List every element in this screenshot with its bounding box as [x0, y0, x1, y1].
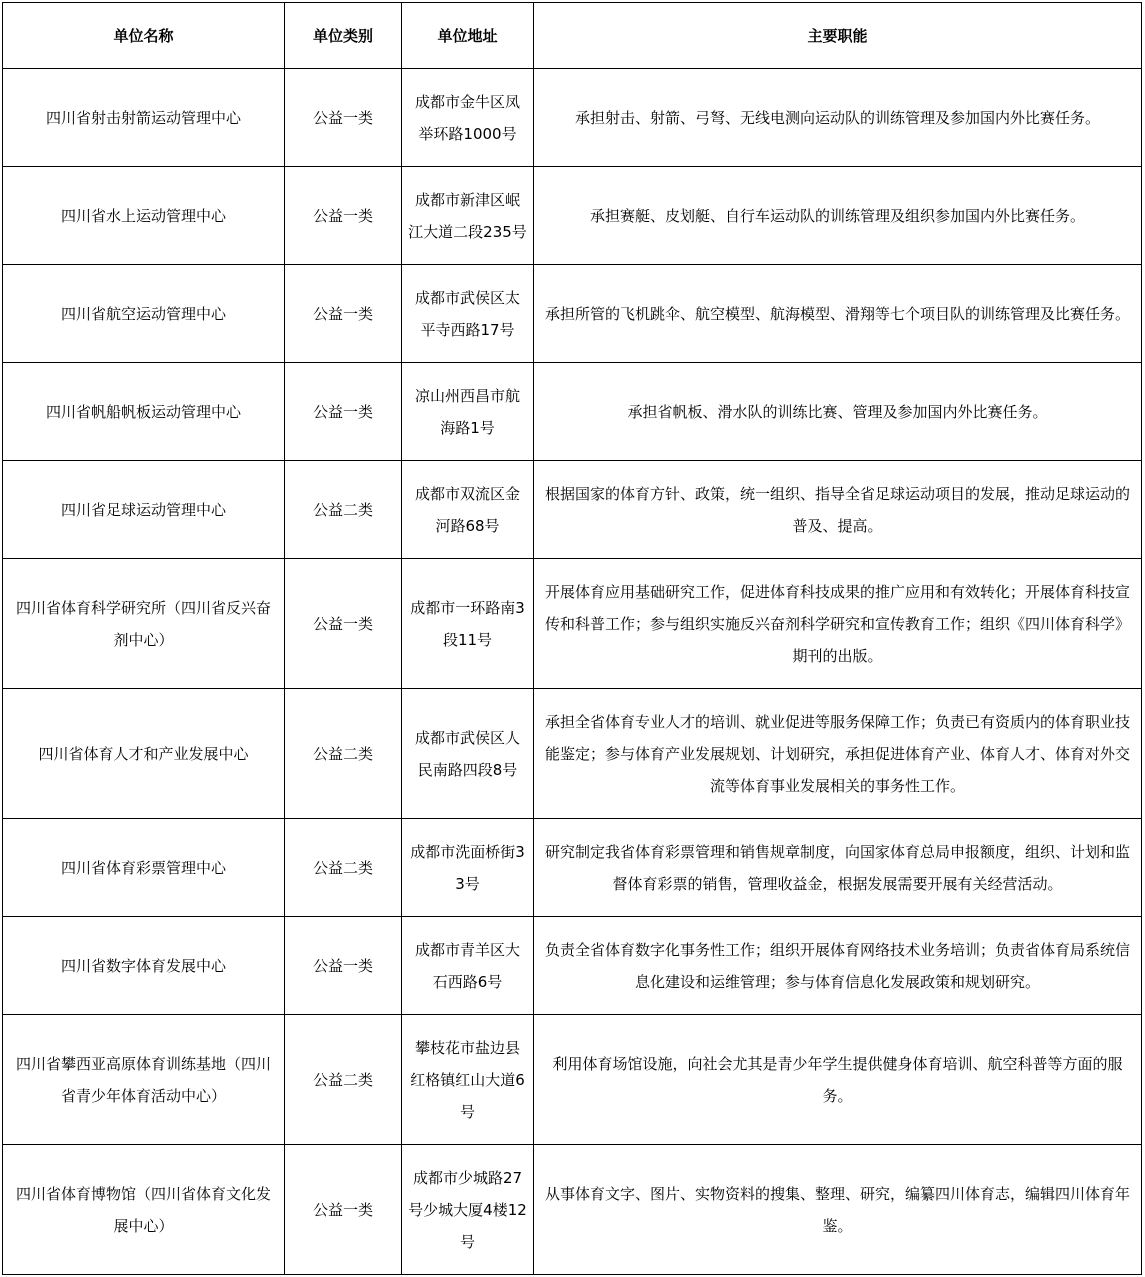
table-row: [3, 689, 1142, 819]
unit-function-cell: 研究制定我省体育彩票管理和销售规章制度，向国家体育总局申报额度，组织、计划和监督体育彩票的销售，管理收益金，根据发展需要开展有关经营活动。: [534, 819, 1142, 917]
unit-name-cell: 四川省体育彩票管理中心: [3, 819, 285, 917]
unit-address-cell: 成都市金牛区凤举环路1000号: [402, 69, 534, 167]
unit-address-cell: 成都市武侯区太平寺西路17号: [402, 265, 534, 363]
unit-address-cell: 成都市青羊区大石西路6号: [402, 917, 534, 1015]
unit-name-cell: 四川省数字体育发展中心: [3, 917, 285, 1015]
unit-name-cell: 四川省帆船帆板运动管理中心: [3, 363, 285, 461]
units-table: [2, 2, 1142, 1275]
unit-name-cell: 四川省航空运动管理中心: [3, 265, 285, 363]
table-row: [3, 363, 1142, 461]
table-header-row: [3, 3, 1142, 69]
units-table-container: [2, 2, 1141, 1275]
unit-type-cell: 公益一类: [285, 917, 402, 1015]
unit-function-cell: 根据国家的体育方针、政策，统一组织、指导全省足球运动项目的发展，推动足球运动的普及、提高。: [534, 461, 1142, 559]
unit-function-cell: 承担全省体育专业人才的培训、就业促进等服务保障工作；负责已有资质内的体育职业技能鉴定；参与体育产业发展规划、计划研究，承担促进体育产业、体育人才、体育对外交流等体育事业发展相关的事务性工作。: [534, 689, 1142, 819]
unit-address-cell: 成都市武侯区人民南路四段8号: [402, 689, 534, 819]
table-row: [3, 1015, 1142, 1145]
table-row: [3, 265, 1142, 363]
unit-function-cell: 负责全省体育数字化事务性工作；组织开展体育网络技术业务培训；负责省体育局系统信息化建设和运维管理；参与体育信息化发展政策和规划研究。: [534, 917, 1142, 1015]
unit-function-cell: 从事体育文字、图片、实物资料的搜集、整理、研究，编纂四川体育志，编辑四川体育年鉴。: [534, 1145, 1142, 1275]
unit-address-cell: 成都市洗面桥街33号: [402, 819, 534, 917]
unit-type-cell: 公益二类: [285, 1015, 402, 1145]
unit-type-cell: 公益一类: [285, 167, 402, 265]
unit-type-cell: 公益二类: [285, 689, 402, 819]
unit-address-cell: 成都市一环路南3段11号: [402, 559, 534, 689]
unit-name-cell: 四川省足球运动管理中心: [3, 461, 285, 559]
unit-address-cell: 成都市双流区金河路68号: [402, 461, 534, 559]
unit-name-cell: 四川省体育人才和产业发展中心: [3, 689, 285, 819]
unit-function-cell: 承担射击、射箭、弓弩、无线电测向运动队的训练管理及参加国内外比赛任务。: [534, 69, 1142, 167]
table-row: [3, 167, 1142, 265]
table-row: [3, 917, 1142, 1015]
unit-address-cell: 成都市新津区岷江大道二段235号: [402, 167, 534, 265]
unit-name-cell: 四川省体育博物馆（四川省体育文化发展中心）: [3, 1145, 285, 1275]
header-unit-name: 单位名称: [3, 3, 285, 69]
table-row: [3, 559, 1142, 689]
unit-address-cell: 成都市少城路27号少城大厦4楼12号: [402, 1145, 534, 1275]
unit-address-cell: 凉山州西昌市航海路1号: [402, 363, 534, 461]
unit-name-cell: 四川省射击射箭运动管理中心: [3, 69, 285, 167]
table-row: [3, 1145, 1142, 1275]
header-unit-address: 单位地址: [402, 3, 534, 69]
unit-type-cell: 公益一类: [285, 265, 402, 363]
table-row: [3, 69, 1142, 167]
unit-type-cell: 公益一类: [285, 69, 402, 167]
unit-function-cell: 开展体育应用基础研究工作，促进体育科技成果的推广应用和有效转化；开展体育科技宣传和科普工作；参与组织实施反兴奋剂科学研究和宣传教育工作；组织《四川体育科学》期刊的出版。: [534, 559, 1142, 689]
unit-function-cell: 承担赛艇、皮划艇、自行车运动队的训练管理及组织参加国内外比赛任务。: [534, 167, 1142, 265]
unit-name-cell: 四川省体育科学研究所（四川省反兴奋剂中心）: [3, 559, 285, 689]
unit-name-cell: 四川省水上运动管理中心: [3, 167, 285, 265]
unit-name-cell: 四川省攀西亚高原体育训练基地（四川省青少年体育活动中心）: [3, 1015, 285, 1145]
unit-type-cell: 公益二类: [285, 461, 402, 559]
unit-type-cell: 公益一类: [285, 363, 402, 461]
unit-address-cell: 攀枝花市盐边县红格镇红山大道6号: [402, 1015, 534, 1145]
unit-type-cell: 公益一类: [285, 559, 402, 689]
unit-type-cell: 公益二类: [285, 819, 402, 917]
header-unit-type: 单位类别: [285, 3, 402, 69]
unit-function-cell: 利用体育场馆设施，向社会尤其是青少年学生提供健身体育培训、航空科普等方面的服务。: [534, 1015, 1142, 1145]
header-main-function: 主要职能: [534, 3, 1142, 69]
unit-function-cell: 承担省帆板、滑水队的训练比赛、管理及参加国内外比赛任务。: [534, 363, 1142, 461]
unit-function-cell: 承担所管的飞机跳伞、航空模型、航海模型、滑翔等七个项目队的训练管理及比赛任务。: [534, 265, 1142, 363]
table-row: [3, 461, 1142, 559]
table-row: [3, 819, 1142, 917]
unit-type-cell: 公益一类: [285, 1145, 402, 1275]
